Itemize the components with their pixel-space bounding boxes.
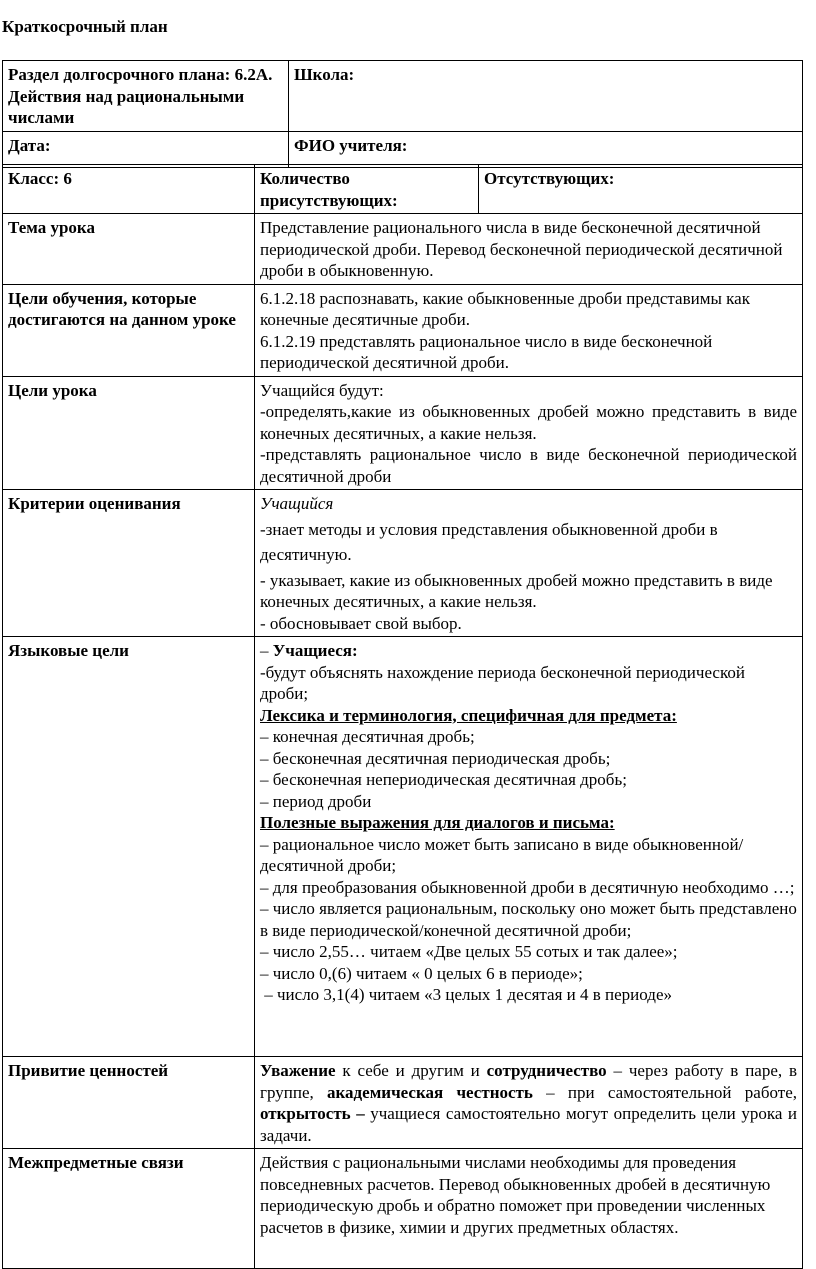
criteria-item: -знает методы и условия представления обыкновенной дроби в десятичную. [260,519,718,564]
criteria-label: Критерии оценивания [3,490,255,637]
criteria-item: - указывает, какие из обыкновенных дробей можно представить в виде конечных десятичных, а какие нельзя. [260,570,773,611]
values-text: – при самостоятельной работе, [532,1082,797,1102]
cross-label: Межпредметные связи [3,1149,255,1269]
students-text: -будут объяснять нахождение периода бесконечной периодической дроби; [260,662,745,703]
learning-goals-label: Цели обучения, которые достигаются на данном уроке [3,284,255,376]
criteria-item: - обосновывает свой выбор. [260,613,462,633]
students-heading: Учащиеся: [272,641,358,660]
vocab-item: – конечная десятичная дробь; [260,727,475,746]
learning-goals-cell [255,284,803,376]
lesson-goal-item: -представлять рациональное число в виде бесконечной периодической десятичной дроби [260,445,797,486]
teacher-cell: ФИО учителя: [289,131,803,167]
value-respect: Уважение [260,1061,336,1080]
header-table [2,60,803,168]
phrase-item: – для преобразования обыкновенной дроби в десятичную необходимо …; [260,877,795,897]
lesson-goals-intro: Учащийся будут: [260,380,384,400]
vocab-item: – бесконечная непериодическая десятичная дробь; [260,770,627,789]
lesson-goals-label: Цели урока [3,376,255,490]
criteria-cell [255,490,803,637]
values-label: Привитие ценностей [3,1057,255,1149]
lesson-goal-item: -определять,какие из обыкновенных дробей можно представить в виде конечных десятичных, а какие нельзя. [260,402,797,443]
value-honesty: академическая честность [327,1082,533,1102]
values-text: учащиеся самостоятельно могут определить цели урока и задачи. [260,1104,797,1145]
topic-text: Представление рационального числа в виде бесконечной десятичной периодической дроби. Перевод бесконечной периодической десятичной дроби в обыкновенную. [255,214,803,285]
phrase-item: – число является рациональным, поскольку оно может быть представлено в виде периодической/конечной десятичной дроби; [260,899,797,940]
value-cooperation: сотрудничество [486,1061,607,1080]
values-cell [255,1057,803,1149]
phrase-item: – рациональное число может быть записано в виде обыкновенной/десятичной дроби; [260,834,744,875]
learning-goal-item: 6.1.2.18 распознавать, какие обыкновенные дроби представимы как конечные десятичные дроби. [260,288,750,329]
value-openness: открытость – [260,1104,365,1123]
students-prefix: – [260,641,273,660]
phrases-heading: Полезные выражения для диалогов и письма: [260,813,615,832]
plan-table [2,164,803,1269]
cross-text: Действия с рациональными числами необходимы для проведения повседневных расчетов. Перевод обыкновенных дробей в десятичную периодическую дробь и обратно поможет при проведении численных расчетов в физике, химии и других предметных областях. [255,1149,803,1269]
language-label: Языковые цели [3,637,255,1057]
phrase-item: – число 3,1(4) читаем «3 целых 1 десятая и 4 в периоде» [260,985,672,1004]
language-cell [255,637,803,1057]
vocab-heading: Лексика и терминология, специфичная для предмета: [260,705,677,725]
lesson-goals-cell [255,376,803,490]
present-cell: Количество присутствующих: [255,165,479,214]
criteria-intro: Учащийся [260,494,334,513]
school-cell: Школа: [289,61,803,132]
topic-label: Тема урока [3,214,255,285]
date-cell: Дата: [3,131,289,167]
absent-cell: Отсутствующих: [479,165,803,214]
section-cell: Раздел долгосрочного плана: 6.2А. Действия над рациональными числами [3,61,289,132]
class-cell: Класс: 6 [3,165,255,214]
values-text: – через работу в паре, в группе, [260,1061,798,1102]
phrase-item: – число 2,55… читаем «Две целых 55 сотых и так далее»; [260,942,678,961]
vocab-item: – период дроби [260,791,372,811]
learning-goal-item: 6.1.2.19 представлять рациональное число в виде бесконечной периодической десятичной дроби. [260,331,713,372]
vocab-item: – бесконечная десятичная периодическая дробь; [260,748,611,768]
students-line [260,640,797,662]
phrase-item: – число 0,(6) читаем « 0 целых 6 в периоде»; [260,963,583,983]
page-title: Краткосрочный план [2,17,168,36]
values-text: к себе и другим и [335,1061,487,1080]
